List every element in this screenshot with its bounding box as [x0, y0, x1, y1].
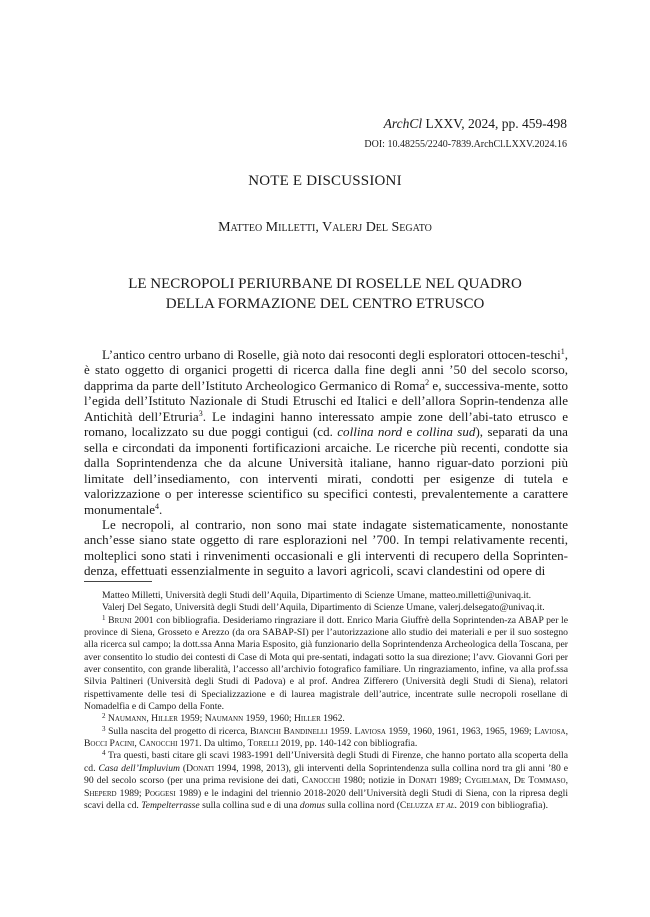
footnotes — [84, 590, 568, 812]
footnote-1: $^1$ Bruni 2001 con bibliografia. Desideriamo ringraziare il dott. Enrico Maria Giuffrè della Soprintenden-za ABAP per le province di Siena, Grosseto e Arezzo (da ora SABAP-SI) per l’autorizzazione allo studio dei materiali e per il suo sostegno alla ricerca sul campo; la dott.ssa Anna Maria Esposito, già funzionario della Soprintendenza Archeologica della Toscana, per aver consentito lo studio dei contesti di Case di Mota qui pre-sentati, indagati sotto la sua direzione; l’avv. Giovanni Gori per aver consentito, con grande liberalità, l’accesso all’archivio fotografico familiare. Un ringraziamento, infine, va alla prof.ssa Silvia Paltineri (Università degli Studi di Padova) e al prof. Andrea Zifferero (Università degli Studi di Siena), relatori rispettivamente delle tesi di Specializzazione e di laurea magistrale dell’autrice, incentrate sulle necropoli rosellane di Nomadelfia e di Campo della Fonte. — [84, 613, 568, 713]
section-title: NOTE E DISCUSSIONI — [248, 173, 402, 189]
paragraph-1: L’antico centro urbano di Roselle, già noto dai resoconti degli esploratori ottocen-teschi$^1$, è stato oggetto di organici progetti di ricerca dalla fine degli anni ’50 del secolo scorso, dapprima da parte dell’Istituto Archeologico Germanico di Roma$^2$ e, successiva-mente, sotto l’egida dell’Istituto Nazionale di Studi Etruschi ed Italici e dell’allora Soprin-tendenza alle Antichità dell’Etruria$^3$. Le indagini hanno interessato ampie zone dell’abi-tato etrusco e romano, localizzato su due poggi contigui (cd. collina nord e collina sud), separati da una sella e circondati da imponenti fortificazioni arcaiche. Le ricerche più recenti, condotte sia dalla Soprintendenza che da alcune Università italiane, hanno riguar-dato porzioni più limitate dell’insediamento, con interventi mirati, condotti per esigenze di tutela e valorizzazione o per interesse scientifico su specifici contesti, prevalentemente a carattere monumentale$^4$. — [84, 347, 568, 517]
journal-abbr: ArchCl — [383, 116, 423, 131]
footnote-separator — [84, 581, 152, 582]
article-title — [0, 274, 650, 314]
footnote-3: $^3$ Sulla nascita del progetto di ricerca, Bianchi Bandinelli 1959. Laviosa 1959, 1960, 1961, 1963, 1965, 1969; Laviosa, Bocci Pacini, Canocchi 1971. Da ultimo, Torelli 2019, pp. 140-142 con bibliografia. — [84, 724, 569, 750]
footnote-ref[interactable]: 3 — [198, 408, 203, 418]
journal-reference — [384, 116, 567, 132]
paragraph-2: Le necropoli, al contrario, non sono mai state indagate sistematicamente, nonostante anch’esse siano state oggetto di rare esplorazioni nel ’700. In tempi relativamente recenti, molteplici sono stati i rinvenimenti occasionali e gli interventi di recupero della Soprinten-denza, effettuati essenzialmente in seguito a lavori agricoli, scavi clandestini od opere di — [84, 516, 568, 579]
affiliation-1: Matteo Milletti, Università degli Studi dell’Aquila, Dipartimento di Scienze Umane, matteo.milletti@univaq.it. — [102, 590, 532, 601]
body-text — [84, 347, 568, 579]
affiliation-2: Valerj Del Segato, Università degli Studi dell’Aquila, Dipartimento di Scienze Umane, valerj.delsegato@univaq.it. — [102, 602, 545, 614]
article-title-line-1: LE NECROPOLI PERIURBANE DI ROSELLE NEL QUADRO — [128, 276, 522, 292]
footnote-ref[interactable]: 2 — [425, 377, 430, 387]
article-title-line-2: DELLA FORMAZIONE DEL CENTRO ETRUSCO — [165, 296, 485, 312]
footnote-ref[interactable]: 4 — [155, 501, 160, 511]
doi: DOI: 10.48255/2240-7839.ArchCl.LXXV.2024.16 — [364, 139, 567, 150]
footnote-4: $^4$ Tra questi, basti citare gli scavi 1983-1991 dell’Università degli Studi di Firenze, che hanno portato alla scoperta della cd. Casa dell’Impluvium (Donati 1994, 1998, 2013), gli interventi della Soprintendenza sulla collina nord tra gli anni ’80 e 90 del secolo scorso (per una prima revisione dei dati, Canocchi 1980; notizie in Donati 1989; Cygielman, De Tommaso, Sheperd 1989; Poggesi 1989) e le indagini del triennio 2018-2020 dell’Università degli Studi di Siena, con la ripresa degli scavi della cd. Tempelterrasse sulla collina sud e di una domus sulla collina nord (Celuzza et al. 2019 con bibliografia). — [84, 749, 568, 811]
journal-volume-pages: LXXV, 2024, pp. 459-498 — [422, 116, 567, 131]
authors: Matteo Milletti, Valerj Del Segato — [218, 220, 432, 235]
footnote-ref[interactable]: 1 — [560, 347, 565, 356]
footnote-2: $^2$ Naumann, Hiller 1959; Naumann 1959, 1960; Hiller 1962. — [102, 712, 345, 725]
